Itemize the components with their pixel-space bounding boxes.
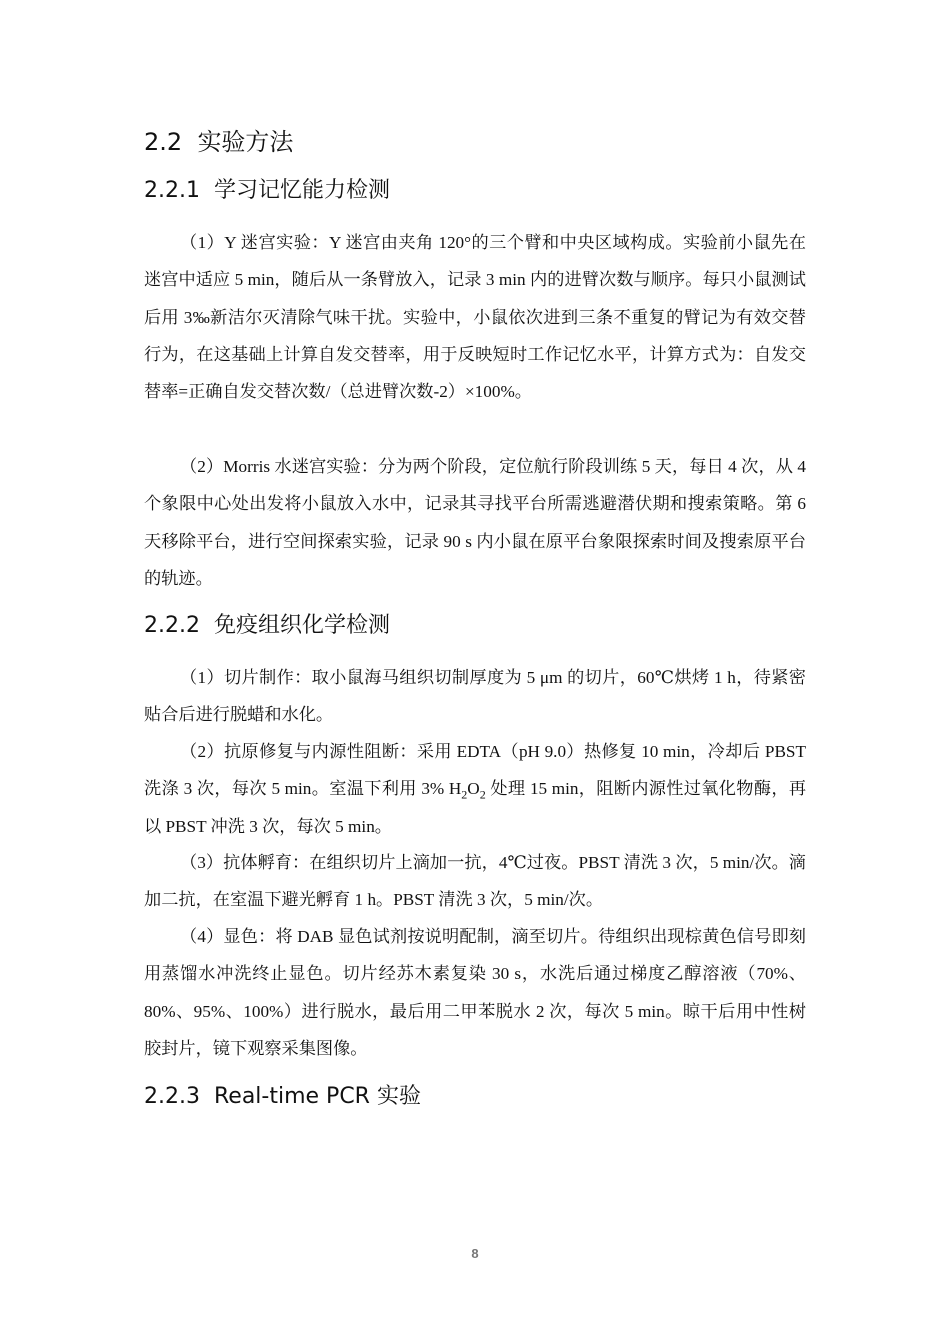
paragraph-y-maze: （1）Y 迷宫实验：Y 迷宫由夹角 120°的三个臂和中央区域构成。实验前小鼠先在迷宫中适应 5 min，随后从一条臂放入，记录 3 min 内的进臂次数与顺序。每只小鼠测试后用 3‰新洁尔灭清除气味干扰。实验中，小鼠依次进到三条不重复的臂记为有效交替行为，在这基础上计算自发交替率，用于反映短时工作记忆水平，计算方式为：自发交替率=正确自发交替次数/（总进臂次数-2）×100%。 bbox=[144, 233, 806, 402]
section-heading bbox=[144, 124, 293, 160]
subsection-number: 2.2.2 bbox=[144, 613, 200, 638]
text-run: O bbox=[467, 779, 480, 799]
subscript: 2 bbox=[461, 787, 468, 802]
subsection-title: Real-time PCR 实验 bbox=[213, 1084, 421, 1109]
section-number: 2.2 bbox=[144, 128, 183, 156]
paragraph-morris-water-maze: （2）Morris 水迷宫实验：分为两个阶段，定位航行阶段训练 5 天，每日 4 次，从 4 个象限中心处出发将小鼠放入水中，记录其寻找平台所需逃避潜伏期和搜索策略。第 6 天移除平台，进行空间探索实验，记录 90 s 内小鼠在原平台象限探索时间及搜索原平台的轨迹。 bbox=[144, 457, 806, 588]
text-run: 处理 15 min，阻断内源性过氧化物酶，再以 PBST 冲洗 3 次，每次 5 min。 bbox=[144, 779, 807, 836]
page-number: 8 bbox=[471, 1246, 479, 1261]
subsection-heading-2-2-2 bbox=[144, 609, 390, 643]
section-title: 实验方法 bbox=[197, 128, 294, 156]
subsection-title: 免疫组织化学检测 bbox=[213, 613, 390, 638]
paragraph-section-preparation: （1）切片制作：取小鼠海马组织切制厚度为 5 μm 的切片，60℃烘烤 1 h，待紧密贴合后进行脱蜡和水化。 bbox=[144, 668, 806, 725]
subscript: 2 bbox=[479, 787, 486, 802]
subsection-number: 2.2.1 bbox=[144, 178, 200, 203]
subsection-heading-2-2-3 bbox=[144, 1080, 421, 1114]
text-run: （2）抗原修复与内源性阻断：采用 EDTA（pH 9.0）热修复 10 min，冷却后 PBST 洗涤 3 次，每次 5 min。室温下利用 3% H bbox=[144, 742, 806, 799]
subsection-heading-2-2-1 bbox=[144, 174, 390, 208]
subsection-title: 学习记忆能力检测 bbox=[213, 178, 390, 203]
paragraph-staining: （4）显色：将 DAB 显色试剂按说明配制，滴至切片。待组织出现棕黄色信号即刻用蒸馏水冲洗终止显色。切片经苏木素复染 30 s，水洗后通过梯度乙醇溶液（70%、80%、95%、100%）进行脱水，最后用二甲苯脱水 2 次，每次 5 min。晾干后用中性树胶封片，镜下观察采集图像。 bbox=[144, 927, 806, 1058]
paragraph-antibody-incubation: （3）抗体孵育：在组织切片上滴加一抗，4℃过夜。PBST 清洗 3 次，5 min/次。滴加二抗，在室温下避光孵育 1 h。PBST 清洗 3 次，5 min/次。 bbox=[144, 853, 806, 910]
subsection-number: 2.2.3 bbox=[144, 1084, 200, 1109]
paragraph-antigen-retrieval bbox=[144, 733, 806, 845]
